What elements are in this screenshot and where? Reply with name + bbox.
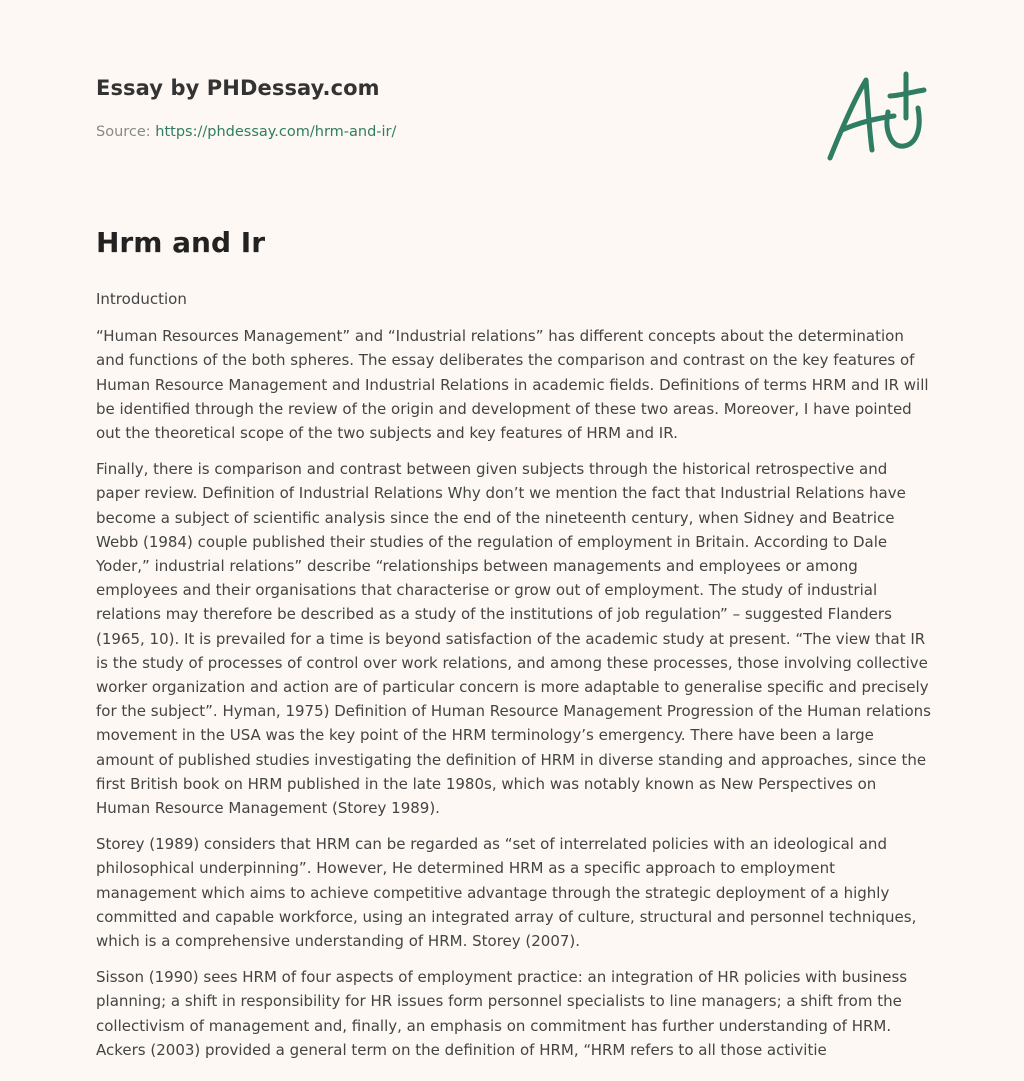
essay-paragraph: Storey (1989) considers that HRM can be regarded as “set of interrelated policies with an ideological and philosophical underpinning”. However, He determined HRM as a specific approach to employment management which aims to achieve competitive advantage through the strategic deployment of a highly committed and capable workforce, using an integrated array of culture, structural and personnel techniques, which is a comprehensive understanding of HRM. Storey (2007). [96, 835, 917, 951]
source-line [96, 124, 396, 140]
source-label: Source: [96, 124, 156, 140]
essay-body [96, 287, 932, 1074]
site-brand: Essay by PHDessay.com [96, 76, 380, 100]
essay-paragraph: Introduction [96, 290, 187, 308]
essay-paragraph: Finally, there is comparison and contrast between given subjects through the historical retrospective and paper review. Definition of Industrial Relations Why don’t we mention the fact that Industrial Relations have become a subject of scientific analysis since the end of the nineteenth century, when Sidney and Beatrice Webb (1984) couple published their studies of the regulation of employment in Britain. According to Dale Yoder,” industrial relations” describe “relationships between managements and employees or among employees and their organisations that characterise or grow out of employment. The study of industrial relations may therefore be described as a study of the institutions of job regulation” – suggested Flanders (1965, 10). It is prevailed for a time is beyond satisfaction of the academic study at present. “The view that IR is the study of processes of control over work relations, and among these processes, those involving collective worker organization and action are of particular concern is more adaptable to generalise specific and precisely for the subject”. Hyman, 1975) Definition of Human Resource Management Progression of the Human relations movement in the USA was the key point of the HRM terminology’s emergency. There have been a large amount of published studies investigating the definition of HRM in diverse standing and approaches, since the first British book on HRM published in the late 1980s, which was notably known as New Perspectives on Human Resource Management (Storey 1989). [96, 460, 931, 818]
essay-paragraph: “Human Resources Management” and “Industrial relations” has different concepts about the determination and functions of the both spheres. The essay deliberates the comparison and contrast on the key features of Human Resource Management and Industrial Relations in academic fields. Definitions of terms HRM and IR will be identified through the review of the origin and development of these two areas. Moreover, I have pointed out the theoretical scope of the two subjects and key features of HRM and IR. [96, 327, 929, 443]
source-link[interactable]: https://phdessay.com/hrm-and-ir/ [155, 124, 397, 140]
essay-title: Hrm and Ir [96, 226, 266, 259]
essay-paragraph: Sisson (1990) sees HRM of four aspects of employment practice: an integration of HR policies with business planning; a shift in responsibility for HR issues form personnel specialists to line managers; a shift from the collectivism of management and, finally, an emphasis on commitment has further understanding of HRM. Ackers (2003) provided a general term on the definition of HRM, “HRM refers to all those activitie [96, 968, 908, 1059]
a-plus-icon [820, 66, 930, 166]
